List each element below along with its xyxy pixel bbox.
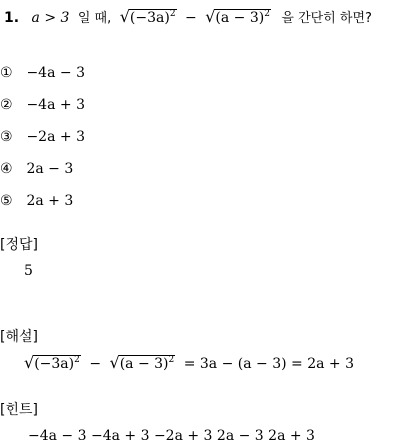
option-4-mark: ④ (0, 161, 13, 177)
question-condition: a > 3 (31, 10, 70, 26)
option-2[interactable] (0, 98, 85, 112)
explanation-line (24, 355, 354, 372)
sqrt-right-expr: (a − 3) (215, 10, 265, 26)
sqrt-left-expr: (−3a) (129, 10, 170, 26)
question-number: 1. (4, 10, 20, 26)
option-4[interactable] (0, 162, 73, 176)
option-3[interactable] (0, 130, 85, 144)
option-3-text: −2a + 3 (26, 129, 85, 145)
option-5[interactable] (0, 194, 73, 208)
answer-value: 5 (24, 263, 33, 279)
option-2-text: −4a + 3 (26, 97, 85, 113)
option-3-mark: ③ (0, 129, 13, 145)
sqrt-left (120, 9, 177, 26)
sqrt-right-exp: 2 (264, 9, 270, 19)
radical-sign-icon: √ (119, 7, 130, 26)
sqrt-right (205, 9, 271, 26)
explanation-sqrt-left (24, 355, 81, 372)
option-1[interactable] (0, 66, 85, 80)
radical-sign-icon: √ (205, 7, 216, 26)
hint-text: −4a − 3 −4a + 3 −2a + 3 2a − 3 2a + 3 (28, 428, 315, 444)
explanation-result: = 3a − (a − 3) = 2a + 3 (183, 356, 354, 372)
question-text-when: 일 때, (77, 11, 112, 26)
radical-sign-icon: √ (24, 353, 35, 372)
explanation-minus: − (89, 356, 102, 372)
option-1-mark: ① (0, 65, 13, 81)
explanation-sqrt-right (110, 355, 176, 372)
option-1-text: −4a − 3 (26, 65, 85, 81)
answer-label: [정답] (0, 237, 38, 253)
option-5-text: 2a + 3 (26, 193, 74, 209)
explanation-right-exp: 2 (168, 355, 175, 365)
radical-sign-icon: √ (109, 353, 120, 372)
explanation-left-expr: (−3a) (34, 356, 75, 372)
hint-label: [힌트] (0, 402, 38, 418)
sqrt-left-exp: 2 (169, 9, 176, 19)
option-2-mark: ② (0, 97, 13, 113)
explanation-left-exp: 2 (74, 355, 80, 365)
option-4-text: 2a − 3 (26, 161, 74, 177)
option-5-mark: ⑤ (0, 193, 13, 209)
question-text-tail: 을 간단히 하면? (281, 11, 372, 26)
explanation-label: [해설] (0, 329, 38, 345)
question-minus: − (185, 10, 197, 26)
explanation-right-expr: (a − 3) (119, 356, 169, 372)
question-line (4, 9, 372, 26)
